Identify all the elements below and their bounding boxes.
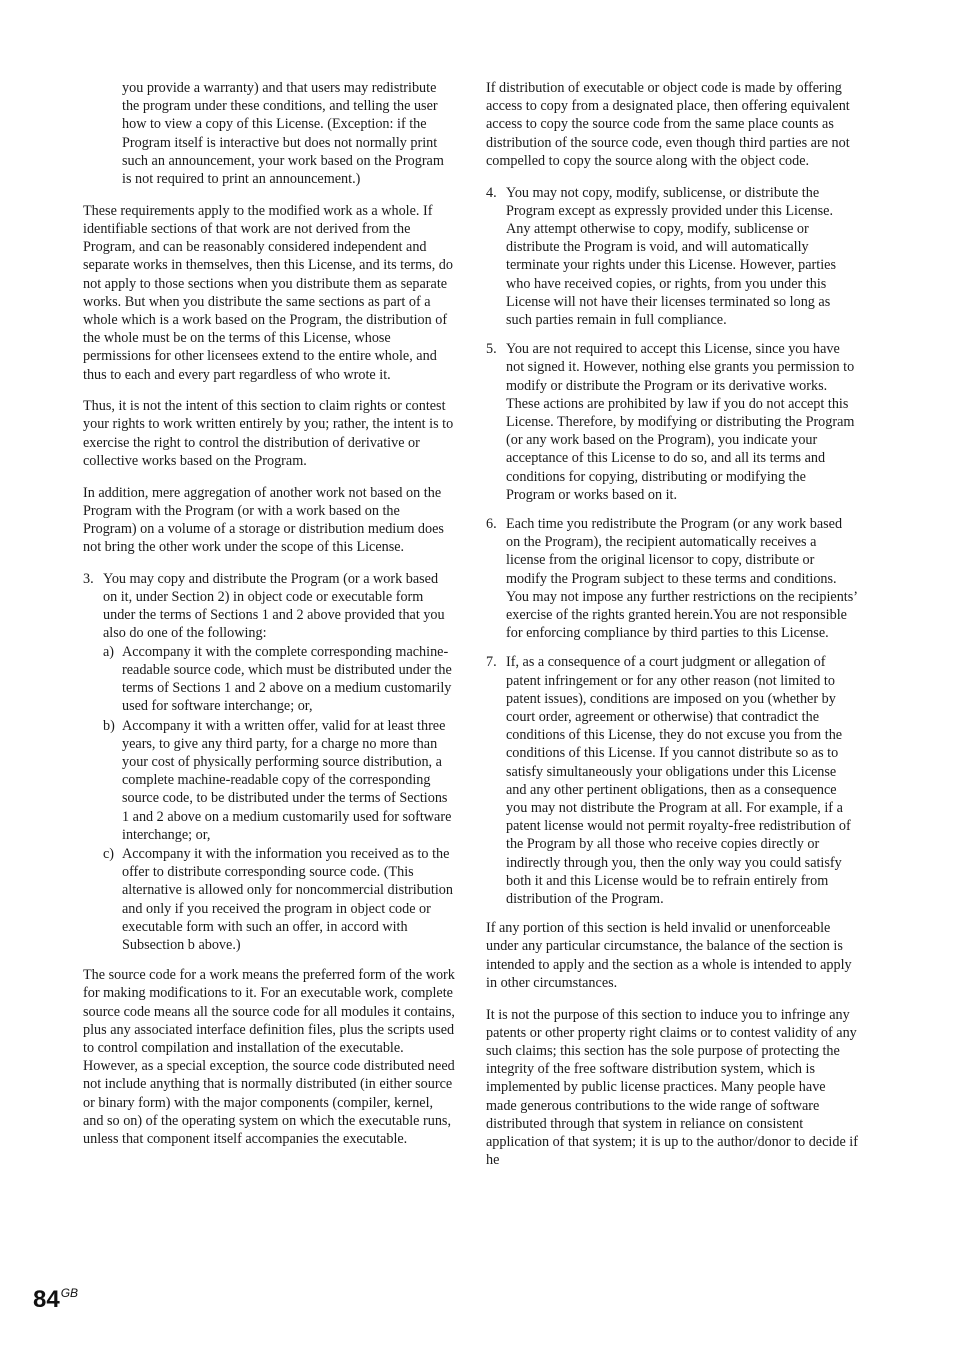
- list-item-number: 5.: [486, 341, 497, 358]
- sub-item-b: [103, 717, 455, 844]
- list-item-text: Each time you redistribute the Program (or any work based on the Program), the recipient automatically receives a license from the original licensor to copy, distribute or modify the Program subject to these terms and conditions. You may not impose any further restrictions on the recipients’ exercise of the rights granted herein.You are not responsible for enforcing compliance by third parties to this License.: [506, 515, 857, 642]
- right-column: [486, 79, 858, 1183]
- sub-item-letter: a): [103, 643, 115, 660]
- sub-item-letter: b): [103, 717, 115, 734]
- sub-item-a: [103, 643, 455, 716]
- list-item-body: [103, 570, 455, 955]
- left-column: [83, 79, 455, 1162]
- list-item-number: 7.: [486, 654, 497, 671]
- list-item-6: [486, 515, 858, 642]
- list-item-text: You are not required to accept this License, since you have not signed it. However, nothing else grants you permission to modify or distribute the Program or its derivative works. These actions are prohibited by law if you do not accept this License. Therefore, by modifying or distributing the Program (or any work based on the Program), you indicate your acceptance of this License to do so, and all its terms and conditions for copying, distributing or modifying the Program or works based on it.: [506, 341, 855, 503]
- list-item-number: 6.: [486, 515, 497, 532]
- list-item-text: You may copy and distribute the Program (or a work based on it, under Section 2) in object code or executable form under the terms of Sections 1 and 2 above provided that you also do one of the following:: [103, 570, 445, 642]
- paragraph: If any portion of this section is held invalid or unenforceable under any particular circumstance, the balance of the section is intended to apply and the section as a whole is intended to apply in other circumstances.: [486, 920, 852, 991]
- paragraph: It is not the purpose of this section to induce you to infringe any patents or other property right claims or to contest validity of any such claims; this section has the sole purpose of protecting the integrity of the free software distribution system, which is implemented by public license practices. Many people have made generous contributions to the wide range of software distributed through that system in reliance on consistent application of that system; it is up to the author/donor to decide if he: [486, 1006, 858, 1169]
- page-number: [33, 1279, 78, 1314]
- sub-item-c: [103, 845, 455, 954]
- sub-item-text: Accompany it with a written offer, valid for at least three years, to give any third party, for a charge no more than your cost of physically performing source distribution, a complete machine-readable copy of the corresponding source code, to be distributed under the terms of Sections 1 and 2 above on a medium customarily used for software interchange; or,: [122, 717, 452, 843]
- list-item-number: 3.: [83, 570, 94, 587]
- paragraph: If distribution of executable or object code is made by offering access to copy from a designated place, then offering equivalent access to copy the source code from the same place counts as distribution of the source code, even though third parties are not compelled to copy the source along with the object code.: [486, 80, 850, 169]
- list-item-7: [486, 653, 858, 908]
- paragraph: In addition, mere aggregation of another work not based on the Program with the Program (or with a work based on the Program) on a volume of a storage or distribution medium does not bring the other work under the scope of this License.: [83, 484, 444, 556]
- page-number-value: 84: [33, 1286, 60, 1313]
- continued-paragraph: you provide a warranty) and that users may redistribute the program under these conditions, and telling the user how to view a copy of this License. (Exception: if the Program itself is interactive but does not normally print such an announcement, your work based on the Program is not required to print an announcement.): [122, 80, 444, 188]
- list-item-text: If, as a consequence of a court judgment or allegation of patent infringement or for any other reason (not limited to patent issues), conditions are imposed on you (whether by court order, agreement or otherwise) that contradict the conditions of this License, they do not excuse you from the conditions of this License. If you cannot distribute so as to satisfy simultaneously your obligations under this License and any other pertinent obligations, then as a consequence you may not distribute the Program at all. For example, if a patent license would not permit royalty-free redistribution of the Program by all those who receive copies directly or indirectly through you, then the only way you could satisfy both it and this License would be to refrain entirely from distribution of the Program.: [506, 654, 851, 908]
- paragraph: Thus, it is not the intent of this section to claim rights or contest your rights to work written entirely by you; rather, the intent is to exercise the right to control the distribution of derivative or collective works based on the Program.: [83, 398, 454, 469]
- list-item-5: [486, 340, 858, 504]
- list-item-number: 4.: [486, 184, 497, 201]
- paragraph: These requirements apply to the modified work as a whole. If identifiable sections of that work are not derived from the Program, and can be reasonably considered independent and separate works in themselves, then this License, and its terms, do not apply to those sections when you distribute them as separate works. But when you distribute the same sections as part of a whole which is a work based on the Program, the distribution of the whole must be on the terms of this License, whose permissions for other licensees extend to the entire whole, and thus to each and every part regardless of who wrote it.: [83, 202, 453, 383]
- page-number-suffix: GB: [60, 1286, 79, 1300]
- list-item-3: [83, 570, 455, 955]
- paragraph: The source code for a work means the preferred form of the work for making modifications to it. For an executable work, complete source code means all the source code for all modules it contains, plus any associated interface definition files, plus the scripts used to control compilation and installation of the executable. However, as a special exception, the source code distributed need not include anything that is normally distributed (in either source or binary form) with the major components (compiler, kernel, and so on) of the operating system on which the executable runs, unless that component itself accompanies the executable.: [83, 967, 455, 1147]
- list-item-text: You may not copy, modify, sublicense, or distribute the Program except as expressly provided under this License. Any attempt otherwise to copy, modify, sublicense or distribute the Program is void, and will automatically terminate your rights under this License. However, parties who have received copies, or rights, from you under this License will not have their licenses terminated so long as such parties remain in full compliance.: [506, 184, 836, 328]
- list-item-4: [486, 184, 858, 330]
- sub-item-text: Accompany it with the complete corresponding machine-readable source code, which must be distributed under the terms of Sections 1 and 2 above on a medium customarily used for software interchange; or,: [122, 643, 452, 715]
- sub-item-letter: c): [103, 845, 115, 862]
- sub-item-text: Accompany it with the information you received as to the offer to distribute corresponding source code. (This alternative is allowed only for noncommercial distribution and only if you received the program in object code or executable form with such an offer, in accord with Subsection b above.): [122, 845, 453, 953]
